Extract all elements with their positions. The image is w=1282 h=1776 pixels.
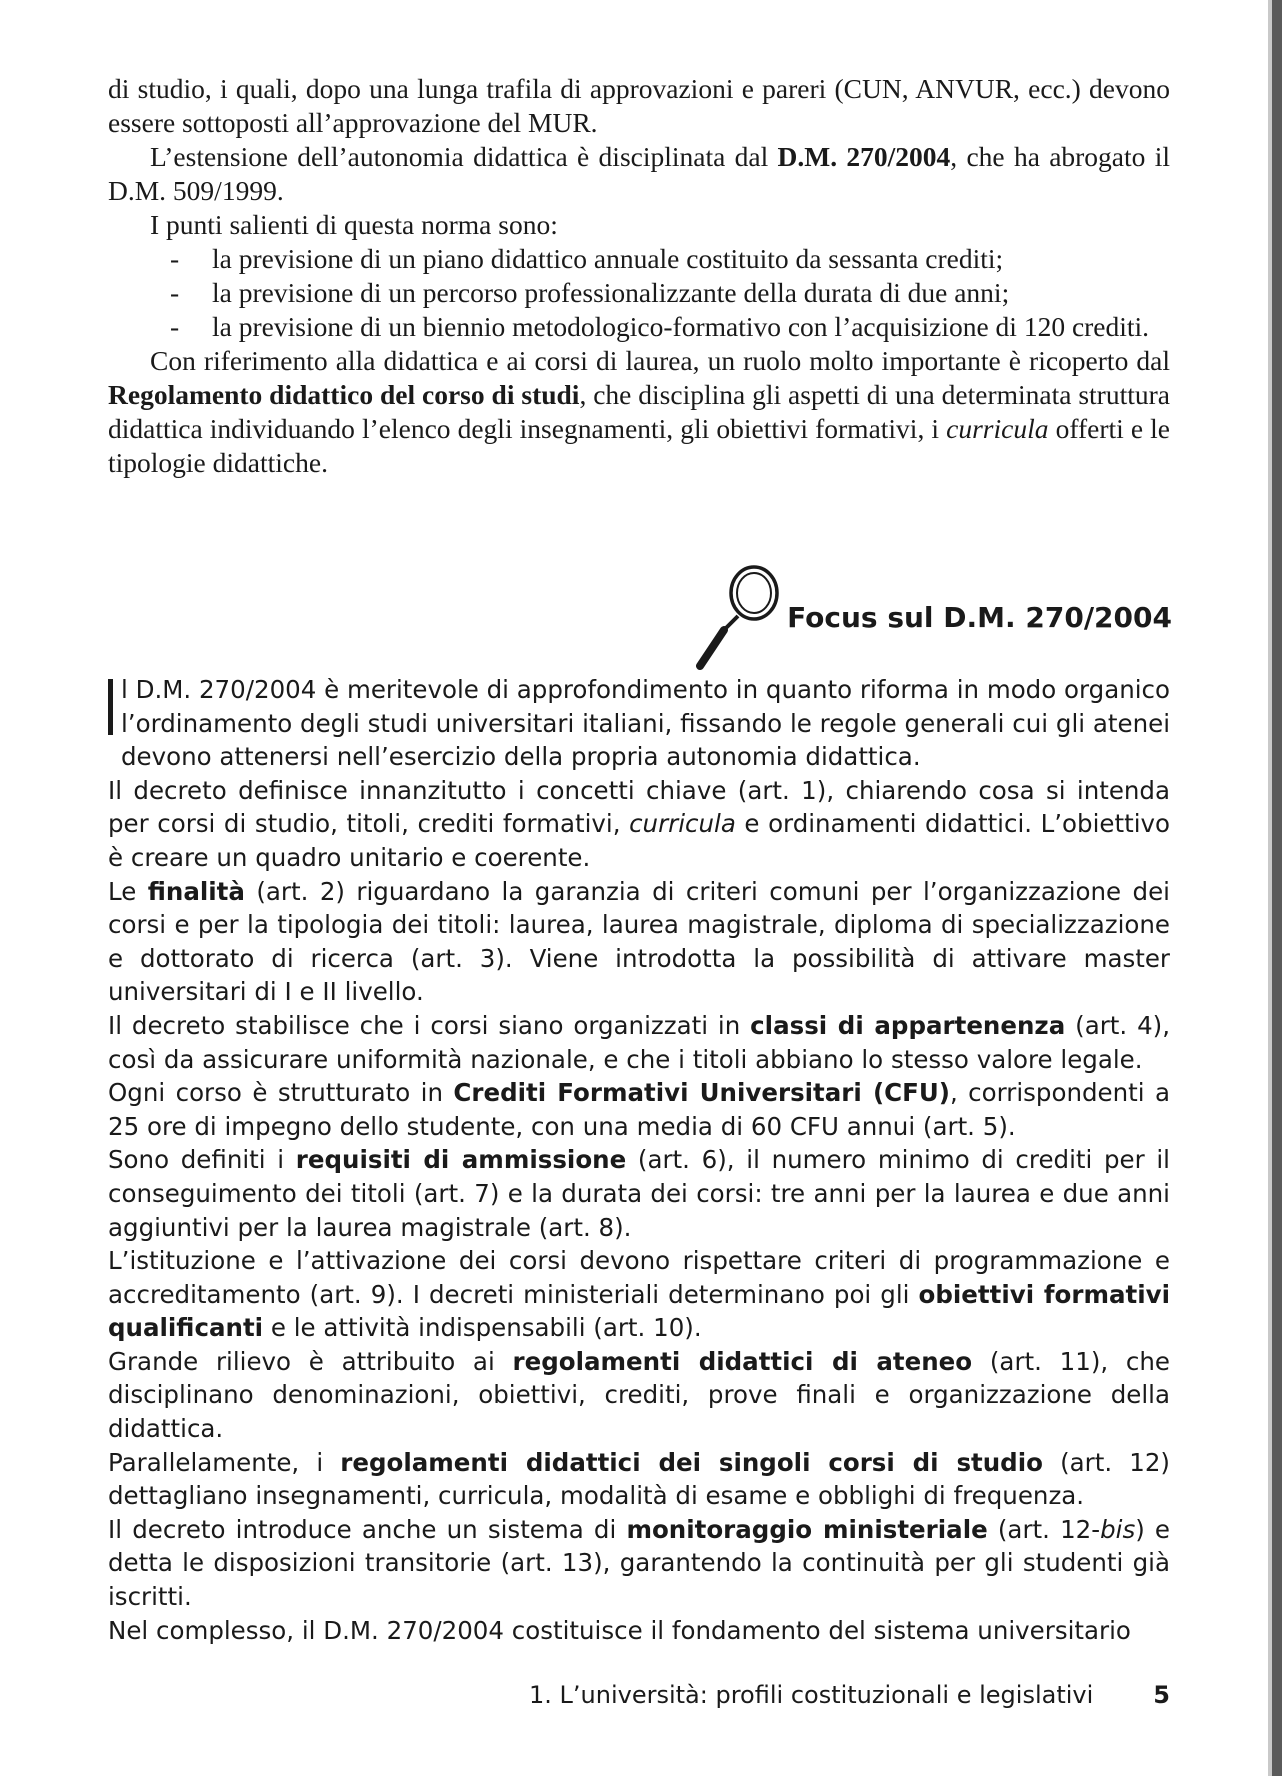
text-run: (art. 2) riguardano la garanzia di criteri comuni per l’organizzazione dei corsi e per la tipologia dei titoli: laurea, laurea magistrale, diploma di specializzazione e dottorato di ricerca (art. 3). Viene introdotta la possibilità di attivare master universitari di I e II livello. <box>108 876 1170 1007</box>
list-item-text: la previsione di un percorso professionalizzante della durata di due anni; <box>212 277 1010 308</box>
intro-paragraph-2 <box>108 140 1170 208</box>
bold-run: monitoraggio ministeriale <box>626 1514 988 1544</box>
focus-paragraph-6 <box>108 1143 1170 1244</box>
bold-run: requisiti di ammissione <box>295 1145 627 1175</box>
drop-cap-bar <box>108 679 113 735</box>
page-footer <box>529 1678 1170 1712</box>
page-number: 5 <box>1153 1681 1170 1709</box>
focus-paragraph-3 <box>108 875 1170 1009</box>
text-run: (art. 4), così da assicurare uniformità nazionale, e che i titoli abbiano lo stesso valore legale. <box>108 1010 1170 1074</box>
page-edge-shadow <box>1272 0 1282 1776</box>
text-run: Grande rilievo è attribuito ai <box>108 1346 513 1376</box>
italic-run: curricula <box>629 809 736 839</box>
focus-paragraph-7 <box>108 1244 1170 1345</box>
focus-paragraph-5 <box>108 1076 1170 1143</box>
italic-run: curricula <box>946 413 1049 444</box>
intro-paragraph-1: di studio, i quali, dopo una lunga trafila di approvazioni e pareri (CUN, ANVUR, ecc.) devono essere sottoposti all’approvazione del MUR. <box>108 73 1170 138</box>
text-run: L’estensione dell’autonomia didattica è disciplinata dal <box>150 141 778 172</box>
bold-run: regolamenti didattici di ateneo <box>512 1346 973 1376</box>
text-run: (art. 12) dettagliano insegnamenti, curricula, modalità di esame e obblighi di frequenza. <box>108 1447 1170 1511</box>
text-run: offerti e le tipologie didattiche. <box>108 413 1170 478</box>
text-run: (art. 6), il numero minimo di crediti per il conseguimento dei titoli (art. 7) e la durata dei corsi: tre anni per la laurea e due anni aggiuntivi per la laurea magistrale (art. 8). <box>108 1145 1170 1242</box>
focus-header <box>660 560 1172 680</box>
text-run: Il decreto introduce anche un sistema di <box>108 1514 627 1544</box>
intro-paragraph-4 <box>108 344 1170 480</box>
text-run: , che ha abrogato il D.M. 509/1999. <box>108 141 1170 206</box>
focus-paragraph-4 <box>108 1009 1170 1076</box>
text-run: Il decreto definisce innanzitutto i concetti chiave (art. 1), chiarendo cosa si intenda per corsi di studio, titoli, crediti formativi, <box>108 775 1170 839</box>
text-run: (art. 11), che disciplinano denominazioni, obiettivi, crediti, prove finali e organizzazione della didattica. <box>108 1346 1171 1444</box>
dash-marker: - <box>170 243 180 274</box>
text-run: , corrispondenti a 25 ore di impegno dello studente, con una media di 60 CFU annui (art. 5). <box>108 1078 1170 1141</box>
bold-run: Crediti Formativi Universitari (CFU) <box>453 1078 950 1108</box>
italic-run: bis <box>1100 1514 1136 1544</box>
list-item <box>108 276 1170 310</box>
bold-run: classi di appartenenza <box>750 1010 1066 1040</box>
text-run: Il decreto stabilisce che i corsi siano organizzati in <box>108 1010 751 1040</box>
main-text <box>108 72 1170 480</box>
text-run: e le attività indispensabili (art. 10). <box>263 1313 702 1343</box>
focus-paragraph-11: Nel complesso, il D.M. 270/2004 costituisce il fondamento del sistema universitario <box>108 1615 1131 1645</box>
text-run: Ogni corso è strutturato in <box>108 1078 454 1108</box>
bold-run: finalità <box>147 876 245 906</box>
intro-paragraph-3: I punti salienti di questa norma sono: <box>150 209 558 240</box>
dash-marker: - <box>170 277 180 308</box>
bold-run: Regolamento didattico del corso di studi <box>108 379 580 410</box>
focus-title: Focus sul D.M. 270/2004 <box>787 601 1172 634</box>
dash-marker: - <box>170 311 180 342</box>
bold-run: regolamenti didattici dei singoli corsi di studio <box>340 1447 1043 1477</box>
focus-paragraph-8 <box>108 1345 1170 1446</box>
focus-paragraph-1 <box>108 673 1170 774</box>
text-run: e ordinamenti didattici. L’obiettivo è creare un quadro unitario e coerente. <box>108 809 1170 872</box>
text-run: Sono definiti i <box>108 1145 296 1175</box>
text-run: ) e detta le disposizioni transitorie (art. 13), garantendo la continuità per gli studenti già iscritti. <box>108 1514 1171 1612</box>
text-run: Parallelamente, i <box>108 1447 341 1477</box>
list-item-text: la previsione di un piano didattico annuale costituito da sessanta crediti; <box>212 243 1004 274</box>
bold-run: D.M. 270/2004 <box>777 141 951 172</box>
text-run: L’istituzione e l’attivazione dei corsi devono rispettare criteri di programmazione e accreditamento (art. 9). I decreti ministeriali determinano poi gli <box>108 1246 1170 1309</box>
bold-run: obiettivi formativi qualificanti <box>108 1279 1170 1343</box>
text-run: Con riferimento alla didattica e ai corsi di laurea, un ruolo molto importante è ricoperto dal <box>150 345 1170 376</box>
focus-body <box>108 673 1170 1647</box>
text-run: l D.M. 270/2004 è meritevole di approfondimento in quanto riforma in modo organico l’ordinamento degli studi universitari italiani, fissando le regole generali cui gli atenei devono attenersi nell’esercizio della propria autonomia didattica. <box>121 675 1171 772</box>
magnifier-icon <box>678 560 798 680</box>
chapter-title: 1. L’università: profili costituzionali e legislativi <box>529 1681 1094 1709</box>
focus-paragraph-2 <box>108 774 1170 875</box>
list-item <box>108 310 1170 344</box>
focus-paragraph-9 <box>108 1446 1170 1513</box>
list-item <box>108 242 1170 276</box>
bullet-list <box>108 242 1170 344</box>
text-run: (art. 12- <box>987 1514 1101 1544</box>
text-run: Le <box>108 876 148 906</box>
text-run: , che disciplina gli aspetti di una determinata struttura didattica individuando l’elenco degli insegnamenti, gli obiettivi formativi, i <box>108 379 1170 444</box>
list-item-text: la previsione di un biennio metodologico-formativo con l’acquisizione di 120 crediti. <box>212 311 1150 342</box>
focus-paragraph-10 <box>108 1513 1170 1614</box>
